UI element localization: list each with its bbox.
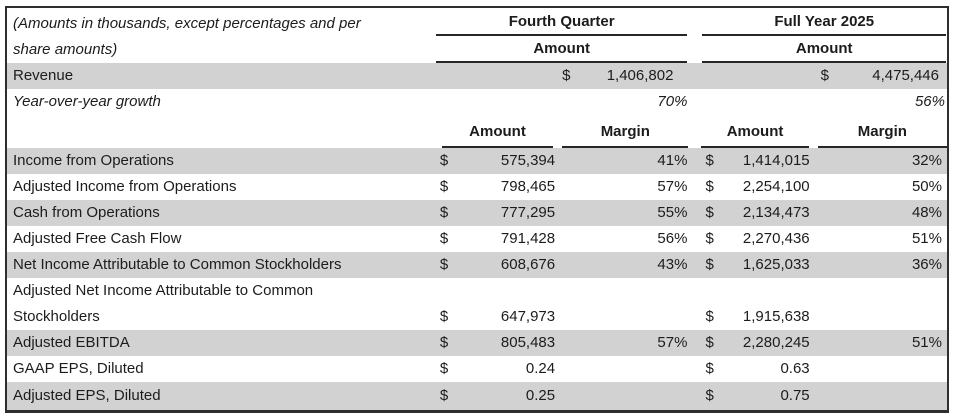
fy-margin-value <box>814 304 948 330</box>
financial-summary-table <box>5 6 949 413</box>
column-gap <box>688 148 701 174</box>
dollar-sign: $ <box>820 66 829 84</box>
fy-margin-header-cell <box>814 116 948 148</box>
table-row <box>6 226 948 252</box>
table-row <box>6 252 948 278</box>
dollar-sign: $ <box>705 386 714 404</box>
column-header-fq-margin: Margin <box>562 118 688 148</box>
table-row-adjusted-net-income-line1 <box>6 278 948 304</box>
dollar-sign: $ <box>439 203 449 221</box>
table-row <box>6 174 948 200</box>
column-header-fy-margin: Margin <box>818 118 947 148</box>
fq-growth-value: 70% <box>657 93 688 111</box>
fy-amount-group-cell <box>701 36 948 63</box>
fy-amount-group-header: Amount <box>702 37 946 63</box>
fy-growth-value: 56% <box>914 93 945 111</box>
dollar-sign: $ <box>439 307 449 325</box>
column-gap <box>688 116 701 148</box>
fq-margin-value: 56% <box>657 229 688 247</box>
dollar-sign: $ <box>705 359 714 377</box>
dollar-sign: $ <box>439 177 449 195</box>
dollar-sign: $ <box>439 333 449 351</box>
fq-amount-value: 0.25 <box>525 386 556 404</box>
fy-margin-value <box>814 356 948 382</box>
table-row <box>6 330 948 356</box>
dollar-sign: $ <box>705 151 714 169</box>
fq-amount-group-cell <box>435 36 689 63</box>
row-label: Adjusted Net Income Attributable to Common <box>13 281 314 299</box>
fq-margin-value: 55% <box>657 203 688 221</box>
fy-amount-value: 1,414,015 <box>742 151 810 169</box>
fq-amount-value: 647,973 <box>500 307 556 325</box>
group-header-fourth-quarter: Fourth Quarter <box>436 10 688 36</box>
fy-margin-value: 51% <box>911 229 942 247</box>
fq-amount-value: 608,676 <box>500 255 556 273</box>
fq-group-header-cell <box>435 7 689 36</box>
row-label: Adjusted Free Cash Flow <box>13 229 182 247</box>
dollar-sign: $ <box>439 229 449 247</box>
column-gap <box>688 226 701 252</box>
row-label: Stockholders <box>13 307 100 325</box>
fy-margin-value: 36% <box>911 255 942 273</box>
fq-revenue-cell <box>435 63 689 89</box>
fy-amount-value: 2,270,436 <box>742 229 810 247</box>
fq-margin-value: 41% <box>657 151 688 169</box>
fq-amount-value: 575,394 <box>500 151 556 169</box>
fq-margin-value: 57% <box>657 177 688 195</box>
column-gap <box>688 252 701 278</box>
row-label: Year-over-year growth <box>13 93 161 111</box>
fq-margin-value: 57% <box>657 333 688 351</box>
row-label: Adjusted Income from Operations <box>13 177 237 195</box>
fq-amount-value: 1,406,802 <box>606 66 674 84</box>
fq-amount-value: 777,295 <box>500 203 556 221</box>
dollar-sign: $ <box>705 333 714 351</box>
dollar-sign: $ <box>562 66 571 84</box>
table-note <box>6 7 435 63</box>
column-header-fy-amount: Amount <box>701 118 808 148</box>
dollar-sign: $ <box>705 307 714 325</box>
table-row-adjusted-net-income-line2 <box>6 304 948 330</box>
column-gap <box>688 89 701 116</box>
column-gap <box>688 200 701 226</box>
column-gap <box>688 174 701 200</box>
fy-amount-value: 2,254,100 <box>742 177 810 195</box>
dollar-sign: $ <box>439 386 449 404</box>
fy-amount-header-cell <box>701 116 813 148</box>
column-gap <box>688 63 701 89</box>
fq-amount-value: 805,483 <box>500 333 556 351</box>
fq-margin-value <box>557 304 688 330</box>
table-row <box>6 382 948 411</box>
column-header-fq-amount: Amount <box>442 118 553 148</box>
row-label: Adjusted EPS, Diluted <box>13 386 161 404</box>
group-header-row <box>6 7 948 36</box>
fq-amount-group-header: Amount <box>436 37 688 63</box>
fy-margin-value: 48% <box>911 203 942 221</box>
table-row-growth <box>6 89 948 116</box>
fq-amount-value: 791,428 <box>500 229 556 247</box>
column-gap <box>688 36 701 63</box>
fy-margin-value: 32% <box>911 151 942 169</box>
fy-amount-value: 2,280,245 <box>742 333 810 351</box>
fq-margin-header-cell <box>557 116 688 148</box>
column-gap <box>688 356 701 382</box>
fy-amount-value: 4,475,446 <box>872 66 939 84</box>
fy-group-header-cell <box>701 7 948 36</box>
fy-amount-value: 0.63 <box>780 359 810 377</box>
table-row <box>6 356 948 382</box>
note-line-1: (Amounts in thousands, except percentages and per <box>13 15 361 32</box>
fq-amount-header-cell <box>435 116 557 148</box>
fq-margin-value: 43% <box>657 255 688 273</box>
fq-margin-value <box>557 382 688 411</box>
row-label: Revenue <box>13 66 74 84</box>
fq-amount-value: 798,465 <box>500 177 556 195</box>
empty-cell <box>6 116 435 148</box>
fq-amount-value: 0.24 <box>525 359 556 377</box>
dollar-sign: $ <box>705 229 714 247</box>
dollar-sign: $ <box>705 177 714 195</box>
fy-margin-value: 51% <box>911 333 942 351</box>
fy-margin-value <box>814 382 948 411</box>
dollar-sign: $ <box>439 255 449 273</box>
dollar-sign: $ <box>705 203 714 221</box>
fy-amount-value: 2,134,473 <box>742 203 810 221</box>
fy-amount-value: 0.75 <box>780 386 810 404</box>
table-row <box>6 200 948 226</box>
dollar-sign: $ <box>439 151 449 169</box>
row-label: Adjusted EBITDA <box>13 333 130 351</box>
empty-cell <box>435 278 948 304</box>
fy-margin-value: 50% <box>911 177 942 195</box>
table-row-revenue <box>6 63 948 89</box>
fy-revenue-cell <box>701 63 948 89</box>
row-label: GAAP EPS, Diluted <box>13 359 144 377</box>
column-gap <box>688 7 701 36</box>
column-gap <box>688 330 701 356</box>
table-row <box>6 148 948 174</box>
fy-amount-value: 1,625,033 <box>742 255 810 273</box>
row-label: Income from Operations <box>13 151 174 169</box>
column-gap <box>688 382 701 411</box>
row-label: Cash from Operations <box>13 203 160 221</box>
row-label: Net Income Attributable to Common Stockholders <box>13 255 342 273</box>
dollar-sign: $ <box>705 255 714 273</box>
fy-amount-value: 1,915,638 <box>742 307 810 325</box>
sub-header-row <box>6 116 948 148</box>
fq-margin-value <box>557 356 688 382</box>
column-gap <box>688 304 701 330</box>
note-line-2: share amounts) <box>13 41 118 58</box>
dollar-sign: $ <box>439 359 449 377</box>
group-header-full-year: Full Year 2025 <box>702 10 946 36</box>
